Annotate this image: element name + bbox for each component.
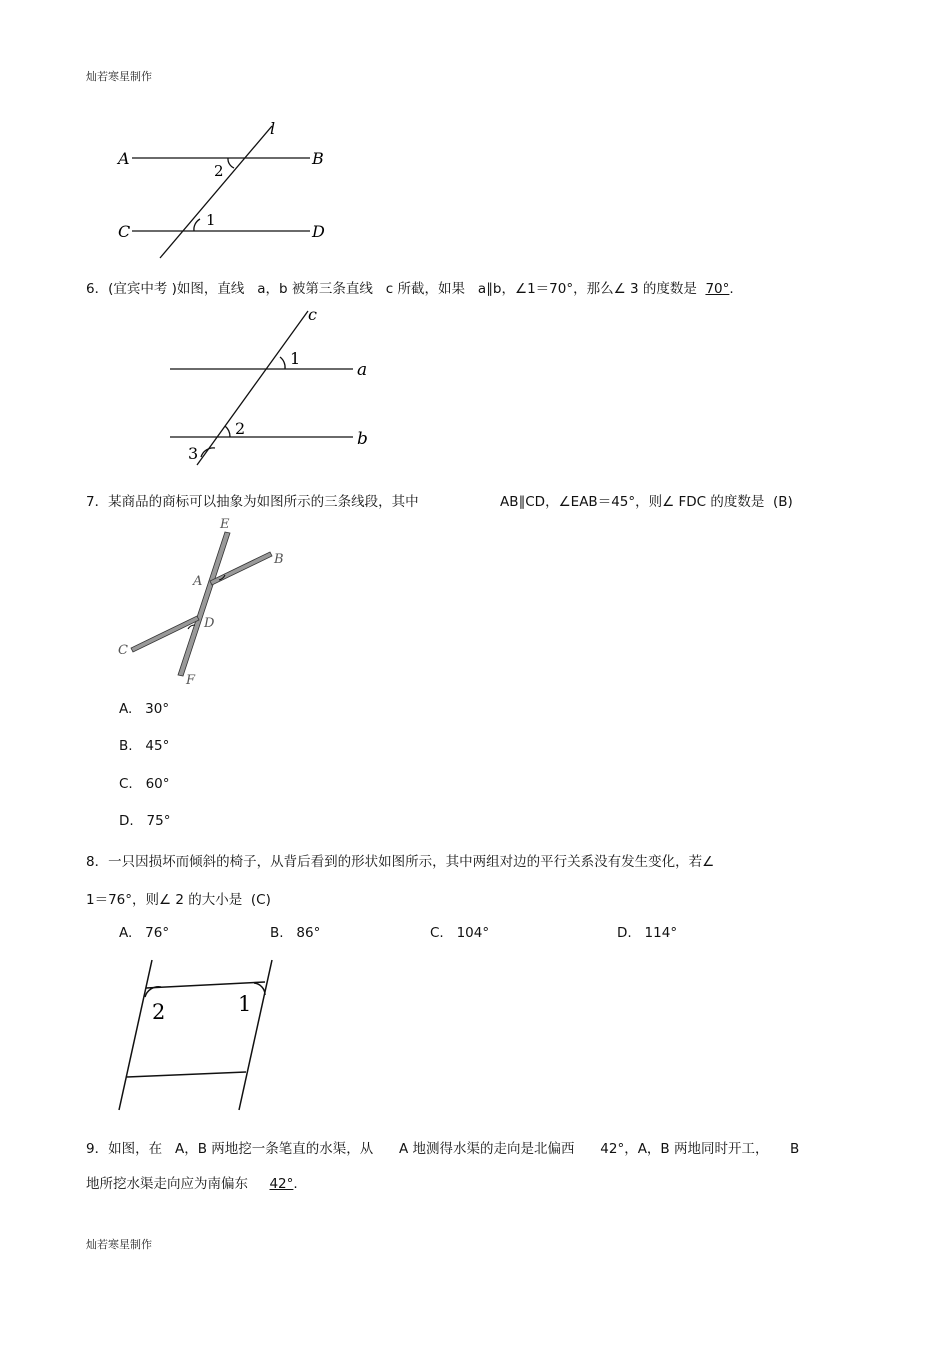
label-b: b [357,429,368,449]
question-7-text-left: 7．某商品的商标可以抽象为如图所示的三条线段，其中 [86,494,419,510]
question-8-line-1: 8．一只因损坏而倾斜的椅子，从背后看到的形状如图所示，其中两组对边的平行关系没有发生变化，若∠ [86,854,715,870]
angle-2-label: 2 [235,419,246,438]
question-8-option-a: A. 76° [119,925,170,941]
angle-1-label: 1 [206,211,216,229]
question-8-line-2: 1＝76°，则∠ 2 的大小是 (C) [86,892,271,908]
question-6-text: 6．(宜宾中考 )如图，直线 a，b 被第三条直线 c 所截，如果 a∥b，∠1＝70°，那么∠ 3 的度数是 [86,281,706,297]
figure-parallel-lines-l [110,118,340,263]
question-9-line-1: 9．如图，在 A，B 两地挖一条笔直的水渠，从 A 地测得水渠的走向是北偏西 42°，A，B 两地同时开工， B [86,1141,800,1157]
question-8-option-c: C. 104° [430,925,490,941]
angle-2-label: 2 [214,162,224,180]
page-footer: 灿若寒星制作 [86,1238,152,1251]
angle-2-label: 2 [152,1000,166,1024]
label-A: A [193,574,203,589]
label-F: F [186,673,196,688]
label-l: l [270,119,276,138]
figure-trademark [110,512,310,692]
question-8-option-d: D. 114° [617,925,678,941]
question-7-option-c: C. 60° [119,776,170,792]
question-6 [86,277,734,297]
question-8-option-b: B. 86° [270,925,321,941]
figure-parallel-lines-ab [165,303,385,473]
question-9-line-2-text: 地所挖水渠走向应为南偏东 [86,1176,270,1192]
label-B: B [274,552,284,567]
question-9-tail: . [293,1176,298,1192]
question-7-option-a: A. 30° [119,701,170,717]
angle-3-label: 3 [188,444,199,463]
label-B: B [312,149,324,168]
question-6-answer: 70° [705,281,730,297]
label-a: a [357,360,368,380]
label-C: C [118,643,128,658]
page-header: 灿若寒星制作 [86,70,152,83]
angle-1-label: 1 [238,992,252,1016]
question-7-text-right: AB∥CD，∠EAB＝45°，则∠ FDC 的度数是 (B) [500,494,793,510]
question-7-option-b: B. 45° [119,738,170,754]
question-9-answer: 42° [269,1176,294,1192]
label-C: C [118,222,131,241]
label-c: c [308,305,317,324]
question-6-tail: . [729,281,734,297]
label-D: D [204,616,215,631]
question-9-line-2 [86,1172,298,1192]
label-A: A [118,149,130,168]
label-E: E [220,517,230,532]
angle-1-label: 1 [290,349,301,368]
question-7-option-d: D. 75° [119,813,171,829]
figure-chair [110,955,285,1115]
label-D: D [312,222,325,241]
